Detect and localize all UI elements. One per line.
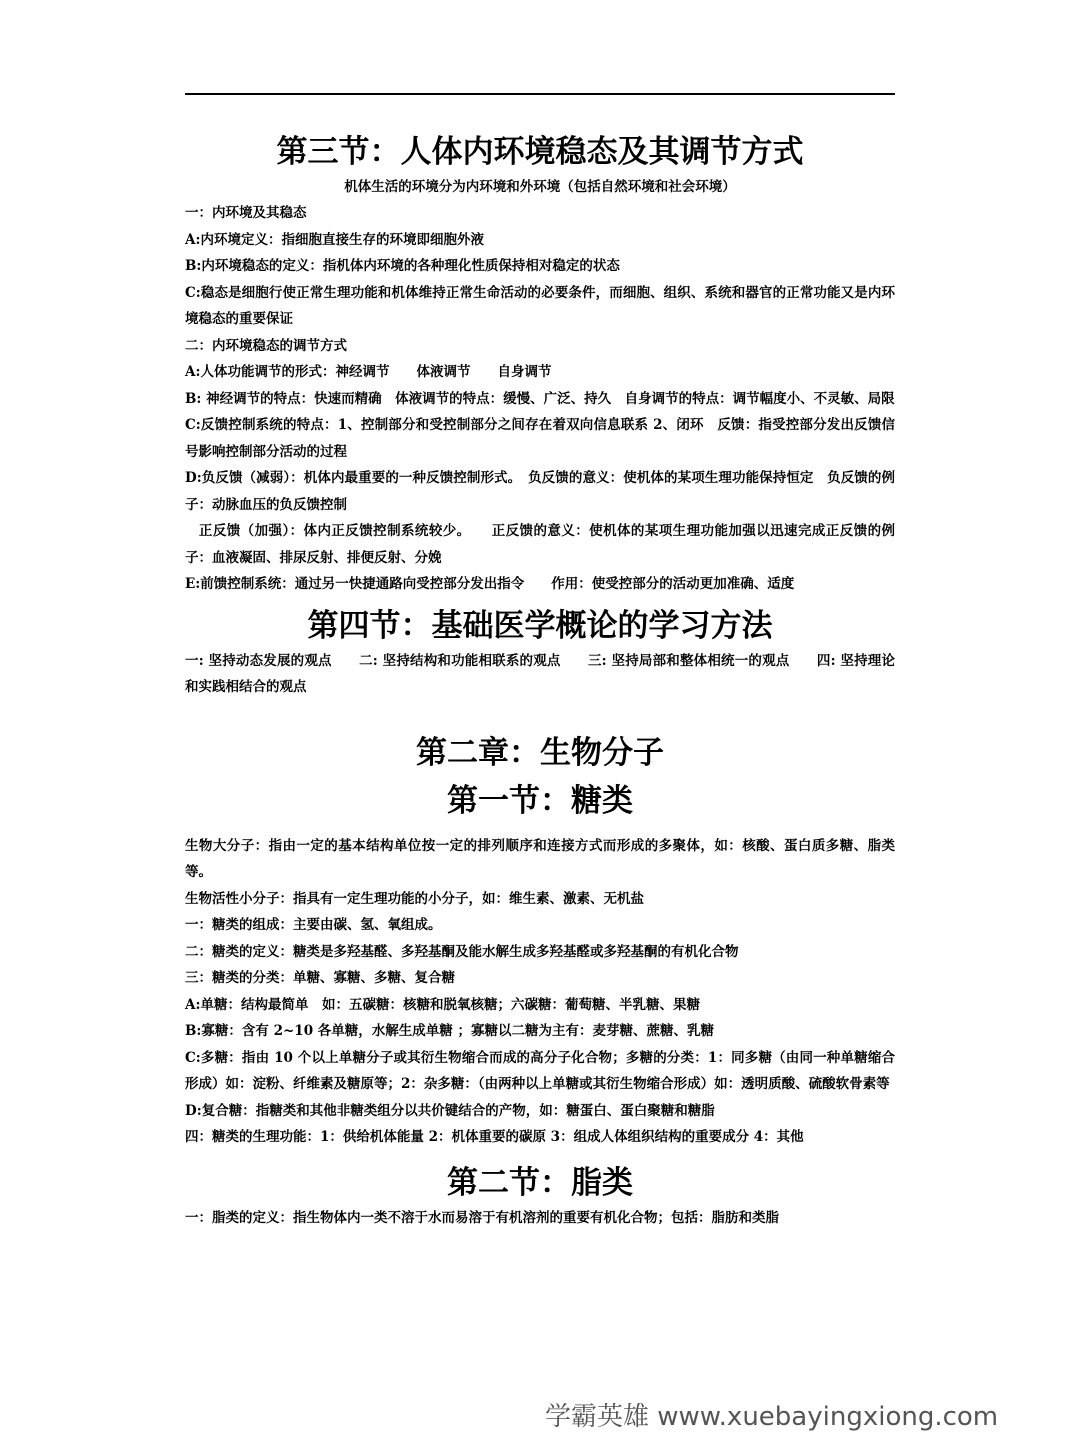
paragraph: C:多糖：指由 10 个以上单糖分子或其衍生物缩合而成的高分子化合物；多糖的分类：1：同多糖（由同一种单糖缩合形成）如：淀粉、纤维素及糖原等；2：杂多糖：（由两种以上单糖或其衍生物缩合形成）如：透明质酸、硫酸软骨素等 [185, 1049, 895, 1092]
watermark: 学霸英雄 www.xuebayingxiong.com [545, 1402, 999, 1432]
paragraph: 正反馈（加强）：体内正反馈控制系统较少。 正反馈的意义：使机体的某项生理功能加强以迅速完成正反馈的例子：血液凝固、排尿反射、排便反射、分娩 [185, 523, 895, 566]
chapter2-title: 第二章：生物分子 [416, 734, 664, 771]
paragraph: 一：脂类的定义：指生物体内一类不溶于水而易溶于有机溶剂的重要有机化合物；包括：脂肪和类脂 [185, 1209, 779, 1226]
paragraph: 一：糖类的组成：主要由碳、氢、氧组成。 [185, 917, 442, 933]
paragraph: 生物大分子：指由一定的基本结构单位按一定的排列顺序和连接方式而形成的多聚体，如：核酸、蛋白质多糖、脂类等。 [185, 837, 895, 880]
paragraph: 一: 坚持动态发展的观点 二: 坚持结构和功能相联系的观点 三: 坚持局部和整体相统一的观点 四: 坚持理论和实践相结合的观点 [185, 652, 895, 695]
section4-title: 第四节：基础医学概论的学习方法 [307, 607, 773, 644]
paragraph: 四：糖类的生理功能：1：供给机体能量 2：机体重要的碳原 3：组成人体组织结构的重要成分 4：其他 [185, 1129, 804, 1145]
section3-title: 第三节：人体内环境稳态及其调节方式 [276, 134, 804, 170]
paragraph: 三：糖类的分类：单糖、寡糖、多糖、复合糖 [185, 970, 455, 986]
paragraph: B:内环境稳态的定义：指机体内环境的各种理化性质保持相对稳定的状态 [185, 258, 620, 274]
header-rule [185, 93, 895, 95]
paragraph: 生物活性小分子：指具有一定生理功能的小分子，如：维生素、激素、无机盐 [185, 890, 644, 907]
paragraph: D:负反馈（减弱）：机体内最重要的一种反馈控制形式。 负反馈的意义：使机体的某项生理功能保持恒定 负反馈的例子：动脉血压的负反馈控制 [185, 470, 895, 513]
paragraph: A:内环境定义：指细胞直接生存的环境即细胞外液 [185, 231, 484, 248]
document-page [185, 100, 895, 1231]
paragraph: 一：内环境及其稳态 [185, 205, 307, 221]
section3-intro: 机体生活的环境分为内环境和外环境（包括自然环境和社会环境） [344, 179, 736, 195]
paragraph: 二：内环境稳态的调节方式 [185, 337, 347, 354]
paragraph: A:人体功能调节的形式：神经调节 体液调节 自身调节 [185, 364, 552, 380]
chapter2-section2-title: 第二节：脂类 [447, 1164, 633, 1201]
paragraph: C:稳态是细胞行使正常生理功能和机体维持正常生命活动的必要条件，而细胞、组织、系统和器官的正常功能又是内环境稳态的重要保证 [185, 284, 895, 327]
paragraph: C:反馈控制系统的特点：1、控制部分和受控制部分之间存在着双向信息联系 2、闭环 反馈：指受控部分发出反馈信号影响控制部分活动的过程 [185, 417, 895, 460]
paragraph: 二：糖类的定义：糖类是多羟基醛、多羟基酮及能水解生成多羟基醛或多羟基酮的有机化合物 [185, 943, 739, 960]
paragraph: B: 神经调节的特点：快速而精确 体液调节的特点：缓慢、广泛、持久 自身调节的特点：调节幅度小、不灵敏、局限 [185, 390, 895, 407]
paragraph: E:前馈控制系统：通过另一快捷通路向受控部分发出指令 作用：使受控部分的活动更加准确、适度 [185, 576, 795, 592]
paragraph: B:寡糖：含有 2~10 各单糖，水解生成单糖 ；寡糖以二糖为主有：麦芽糖、蔗糖、乳糖 [185, 1023, 714, 1039]
chapter2-section1-title: 第一节：糖类 [447, 782, 633, 819]
paragraph: A:单糖：结构最简单 如：五碳糖：核糖和脱氧核糖；六碳糖：葡萄糖、半乳糖、果糖 [185, 996, 700, 1013]
paragraph: D:复合糖：指糖类和其他非糖类组分以共价键结合的产物，如：糖蛋白、蛋白聚糖和糖脂 [185, 1102, 715, 1119]
